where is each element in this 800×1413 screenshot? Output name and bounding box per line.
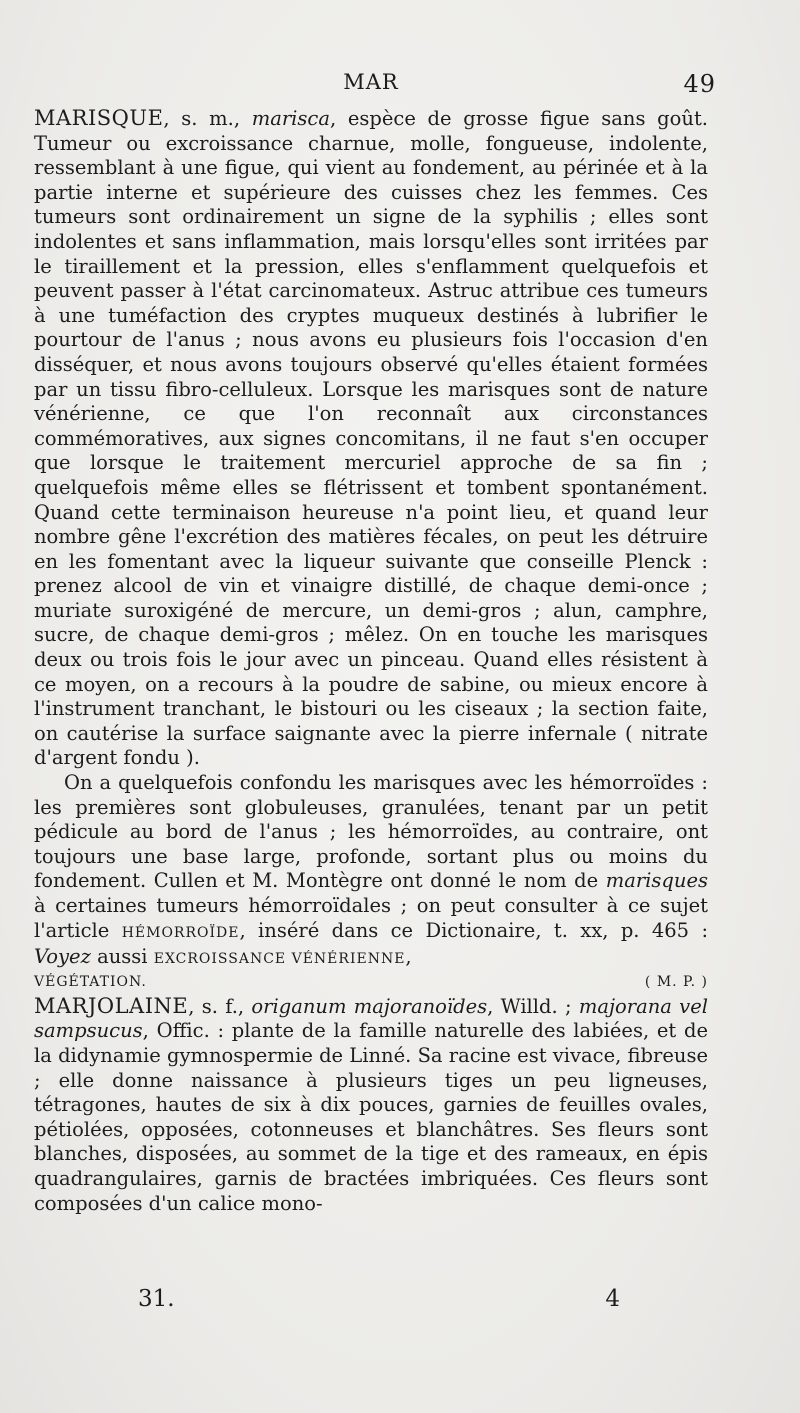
signature-line xyxy=(34,972,708,992)
signature-mark: 31. xyxy=(138,1286,175,1312)
text-run: , xyxy=(405,945,412,969)
voyez-label: Voyez xyxy=(34,945,91,969)
author-signature: ( M. P. ) xyxy=(644,973,708,990)
latin-name-2: majorana vel sampsucus xyxy=(34,994,708,1043)
running-head: MAR xyxy=(343,70,399,94)
entry-text-marisque: , espèce de grosse figue sans goût. Tumeur ou excroissance charnue, molle, fongueuse, indolente, ressemblant à une figue, qui vient au fondement, au périnée et à la partie interne et supérieure des cuisses chez les femmes. Ces tumeurs sont ordinairement un signe de la syphilis ; elles sont indolentes et sans inflammation, mais lorsqu'elles sont irritées par le tiraillement et la pression, elles s'enflamment quelquefois et peuvent passer à l'état carcinomateux. Astruc attribue ces tumeurs à une tuméfaction des cryptes muqueux destinés à lubrifier le pourtour de l'anus ; nous avons eu plusieurs fois l'occasion d'en disséquer, et nous avons toujours observé qu'elles étaient formées par un tissu fibro-celluleux. Lorsque les marisques sont de nature vénérienne, ce que l'on reconnaît aux circonstances commémoratives, aux signes concomitans, il ne faut s'en occuper que lorsque le traitement mercuriel approche de sa fin ; quelquefois même elles se flétrissent et tombent spontanément. Quand cette terminaison heureuse n'a point lieu, et quand leur nombre gêne l'excrétion des matières fécales, on peut les détruire en les fomentant avec la liqueur suivante que conseille Plenck : prenez alcool de vin et vinaigre distillé, de chaque demi-once ; muriate suroxigéné de mercure, un demi-gros ; alun, camphre, sucre, de chaque demi-gros ; mêlez. On en touche les marisques deux ou trois fois le jour avec un pinceau. Quand elles résistent à ce moyen, on a recours à la poudre de sabine, ou mieux encore à l'instrument tranchant, le bistouri ou les ciseaux ; la section faite, on cautérise la surface saignante avec la pierre infernale ( nitrate d'argent fondu ). xyxy=(34,107,708,770)
text-run: On a quelquefois confondu les marisques avec les hémorroïdes : les premières sont globuleuses, granulées, tenant par un petit pédicule au bord de l'anus ; les hémorroïdes, au contraire, ont toujours une base large, profonde, sortant plus ou moins du fondement. Cullen et M. Montègre ont donné le nom de xyxy=(34,771,708,893)
headword-marisque: MARISQUE xyxy=(34,106,164,130)
text-run: , Willd. ; xyxy=(487,994,579,1018)
cross-reference: VÉGÉTATION. xyxy=(34,973,147,990)
grammar-marisque: , s. m., xyxy=(163,107,252,130)
entry-marisque xyxy=(34,106,708,771)
page-number: 49 xyxy=(683,70,716,98)
headword-marjolaine: MARJOLAINE xyxy=(34,993,189,1018)
entry-text-marjolaine: , Offic. : plante de la famille naturelle des labiées, et de la didynamie gymnospermie de Linné. Sa racine est vivace, fibreuse ; elle donne naissance à plusieurs tiges un peu ligneuses, tétragones, hautes de six à dix pouces, garnies de feuilles ovales, pétiolées, opposées, cotonneuses et blanchâtres. Ses fleurs sont blanches, disposées, au sommet de la tige et des rameaux, en épis quadrangulaires, garnis de bractées imbriquées. Ces fleurs sont composées d'un calice mono- xyxy=(34,1019,708,1215)
latin-marisque: marisca xyxy=(251,107,330,130)
text-run: à certaines tumeurs hémorroïdales ; on peut consulter à ce sujet l'article xyxy=(34,894,708,942)
italic-term: marisques xyxy=(605,869,708,893)
running-header xyxy=(34,70,716,100)
page-footer xyxy=(138,1286,620,1312)
cross-reference: EXCROISSANCE VÉNÉRIENNE xyxy=(153,951,406,968)
text-run: aussi xyxy=(90,945,154,969)
gathering-number: 4 xyxy=(605,1286,620,1312)
grammar-marjolaine: , s. f., xyxy=(188,994,252,1018)
cross-reference: HÉMORROÏDE xyxy=(121,924,240,941)
entry-marjolaine xyxy=(34,994,708,1216)
text-run: , inséré dans ce Dictionaire, t. xx, p. 465 : xyxy=(239,918,709,942)
entry-marisque-paragraph-2 xyxy=(34,771,708,972)
latin-name-1: origanum majoranoïdes xyxy=(251,994,488,1018)
